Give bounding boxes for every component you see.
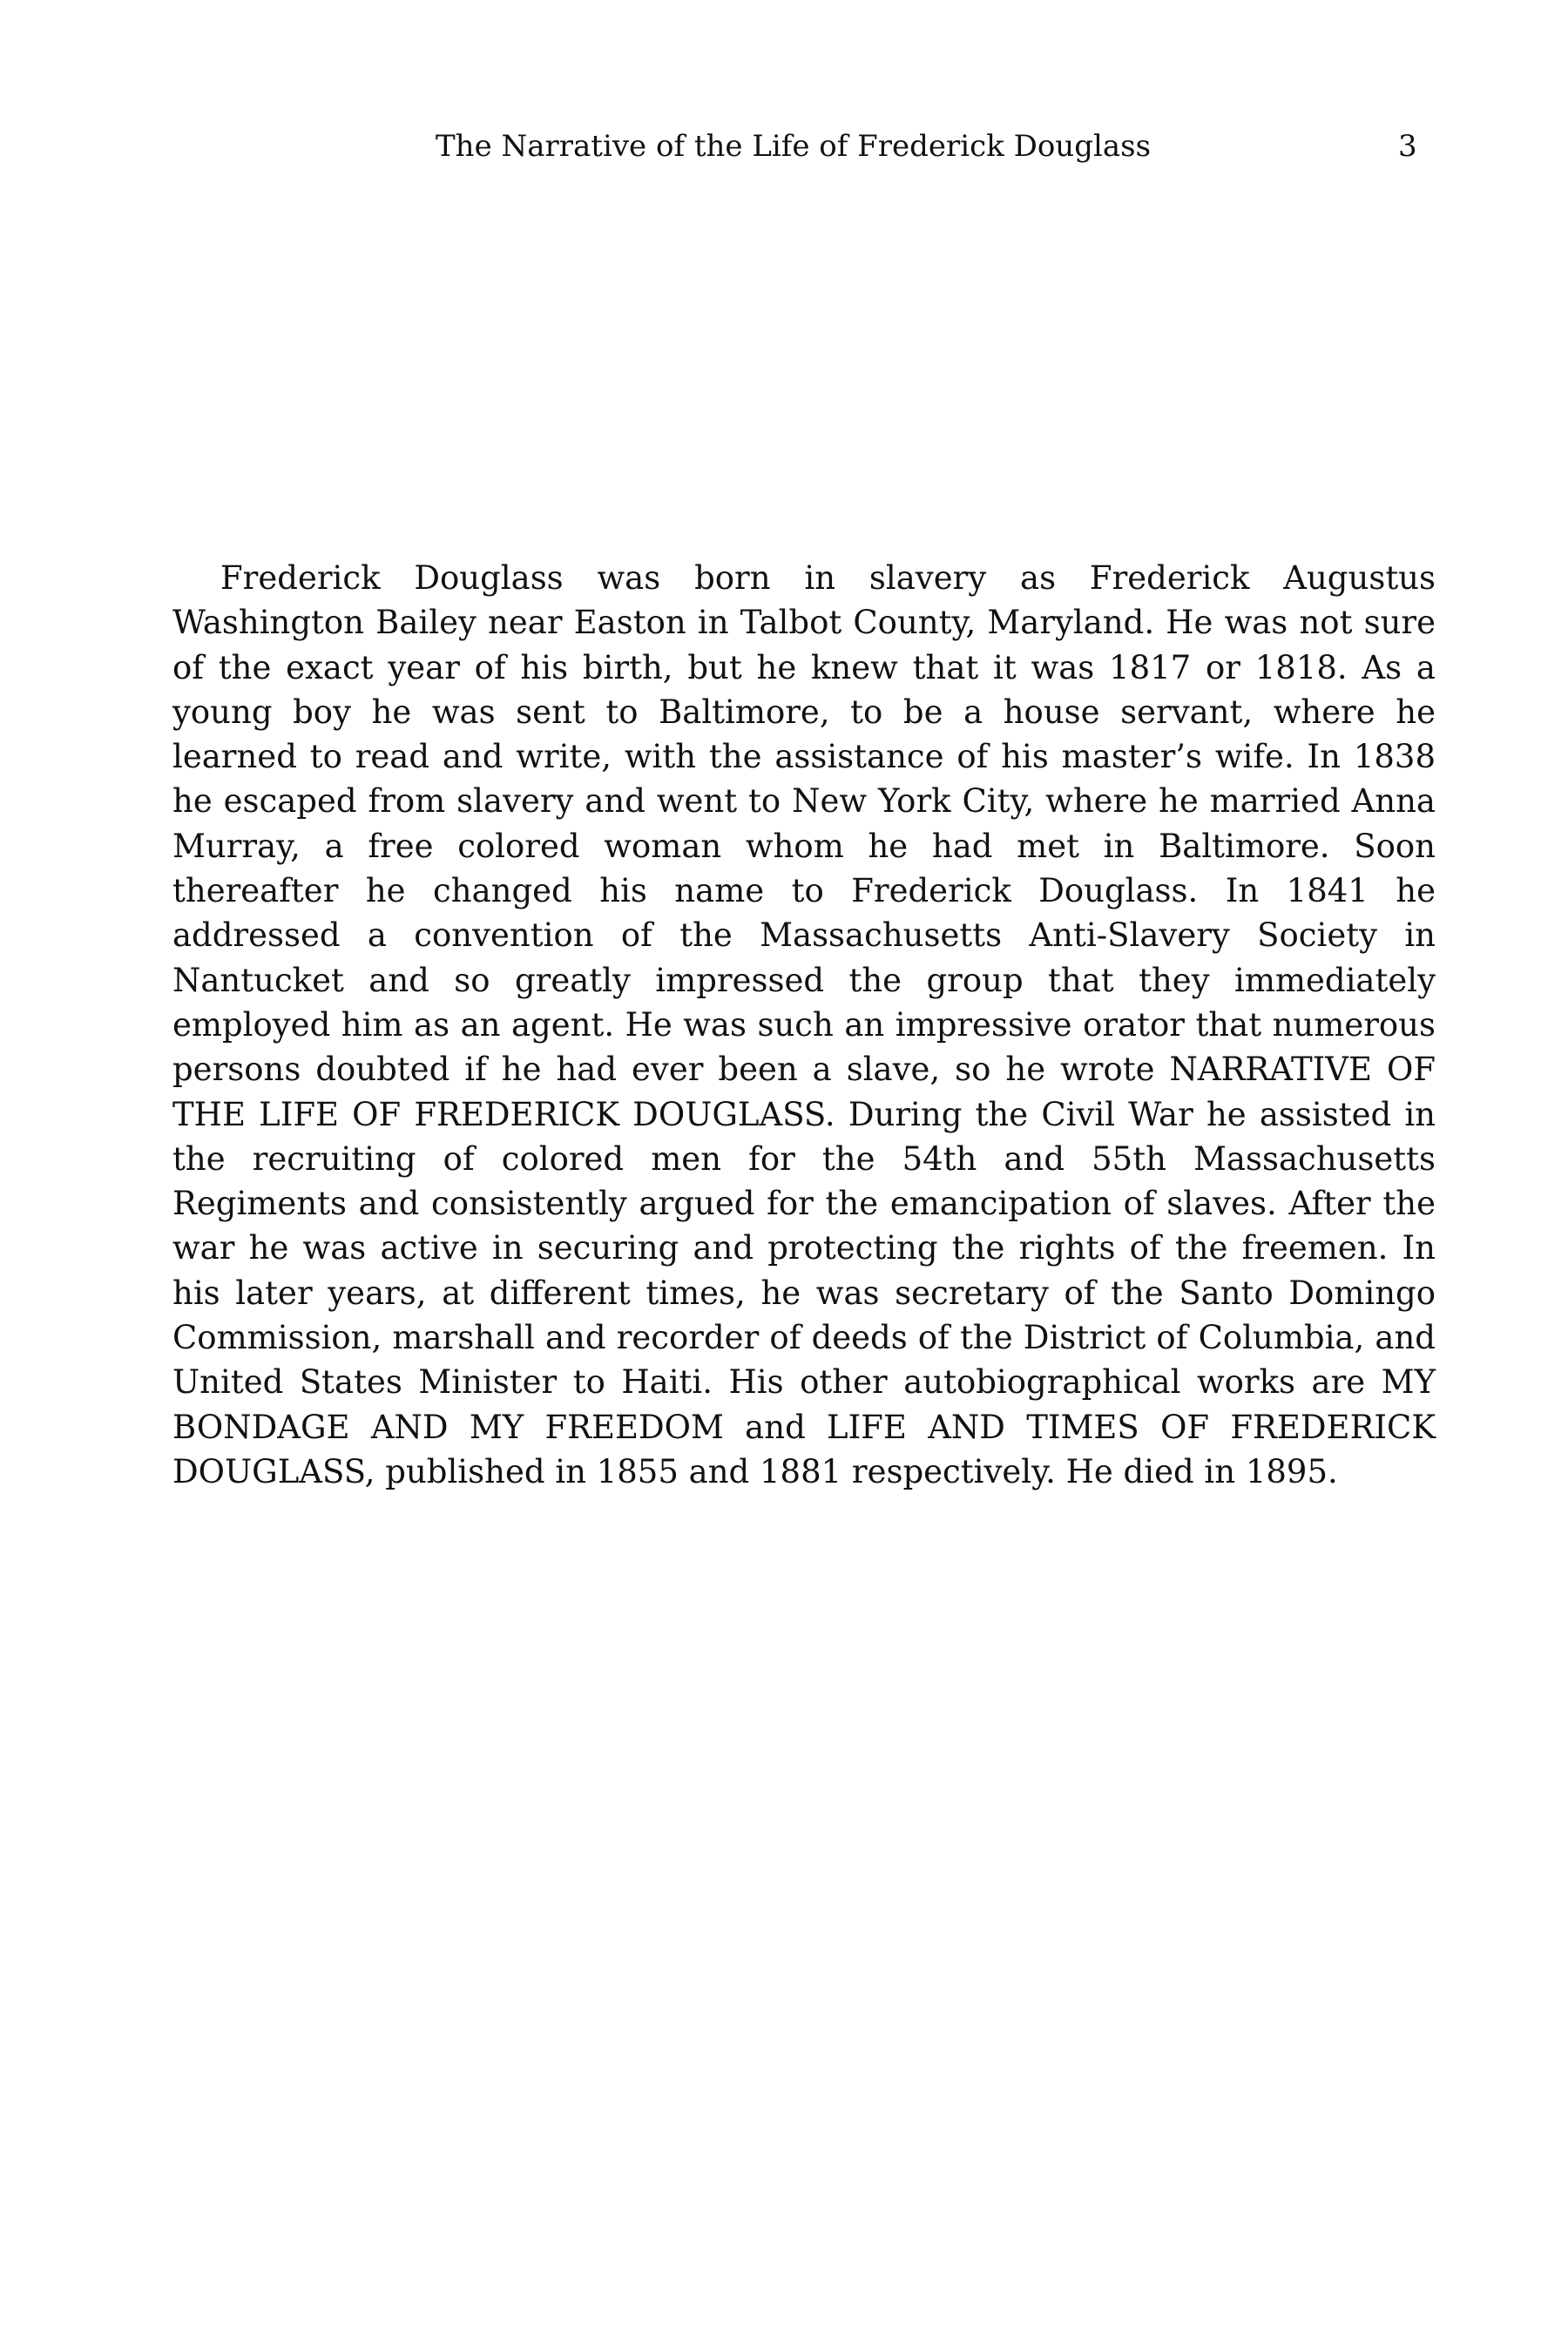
page-number: 3 (1398, 129, 1417, 164)
body-paragraph: Frederick Douglass was born in slavery as Frederick Augustus Washington Bailey near Easton in Talbot County, Maryland. He was not sure of the exact year of his birth, but he knew that it was 1817 or 1818. As a young boy he was sent to Baltimore, to be a house servant, where he learned to read and write, with the assistance of his master’s wife. In 1838 he escaped from slavery and went to New York City, where he married Anna Murray, a free colored woman whom he had met in Baltimore. Soon thereafter he changed his name to Frederick Douglass. In 1841 he addressed a convention of the Massachusetts Anti-Slavery Society in Nantucket and so greatly impressed the group that they immediately employed him as an agent. He was such an impressive orator that numerous persons doubted if he had ever been a slave, so he wrote NARRATIVE OF THE LIFE OF FREDERICK DOUGLASS. During the Civil War he assisted in the recruiting of colored men for the 54th and 55th Massachusetts Regiments and consistently argued for the emancipation of slaves. After the war he was active in securing and protecting the rights of the freemen. In his later years, at different times, he was secretary of the Santo Domingo Commission, marshall and recorder of deeds of the District of Columbia, and United States Minister to Haiti. His other autobiographical works are MY BONDAGE AND MY FREEDOM and LIFE AND TIMES OF FREDERICK DOUGLASS, published in 1855 and 1881 respectively. He died in 1895. (172, 559, 1436, 1490)
running-title: The Narrative of the Life of Frederick Douglass (436, 129, 1152, 164)
